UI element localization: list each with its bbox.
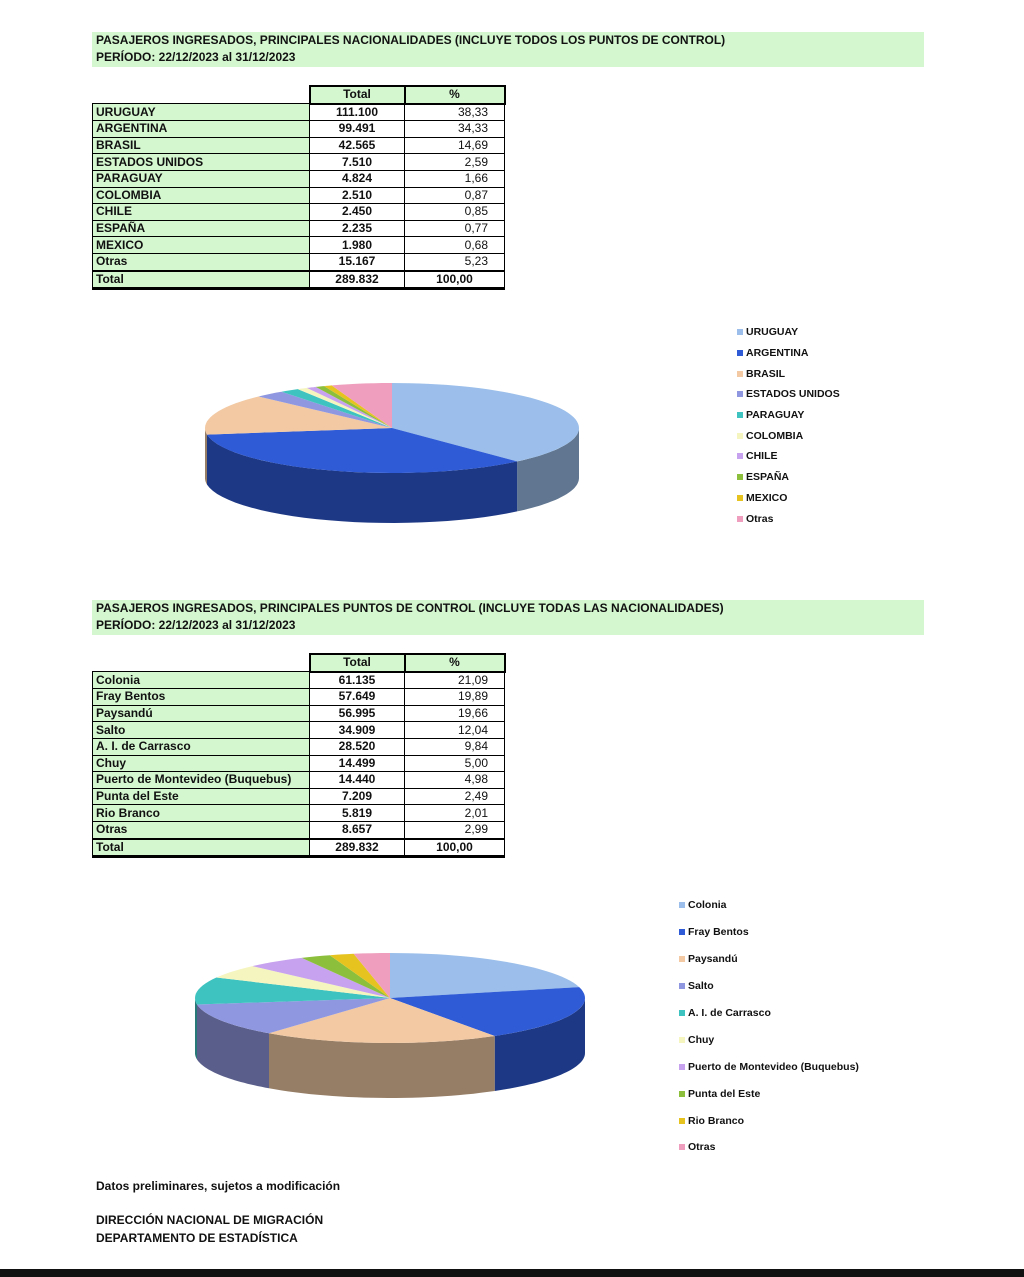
legend-swatch xyxy=(737,329,743,335)
row-label: Punta del Este xyxy=(93,788,310,805)
row-total: 5.819 xyxy=(310,805,405,822)
row-total: 1.980 xyxy=(310,237,405,254)
legend-item xyxy=(737,363,840,384)
legend-label: Rio Branco xyxy=(688,1114,745,1127)
legend-swatch xyxy=(679,1037,685,1043)
legend-item xyxy=(679,973,859,1000)
legend-label: Salto xyxy=(688,980,714,993)
row-percent: 5,00 xyxy=(405,755,505,772)
row-total: 7.209 xyxy=(310,788,405,805)
legend-item xyxy=(679,1053,859,1080)
pie-slice-side xyxy=(195,998,197,1060)
table-row xyxy=(93,104,505,121)
row-percent: 100,00 xyxy=(405,271,505,289)
row-label: ESTADOS UNIDOS xyxy=(93,154,310,171)
control-points-table xyxy=(92,653,506,858)
legend-label: URUGUAY xyxy=(746,326,799,339)
row-total: 57.649 xyxy=(310,689,405,706)
legend-swatch xyxy=(679,1010,685,1016)
table-row xyxy=(93,722,505,739)
table-row xyxy=(93,705,505,722)
row-label: PARAGUAY xyxy=(93,170,310,187)
section-2-title: PASAJEROS INGRESADOS, PRINCIPALES PUNTOS DE CONTROL (INCLUYE TODAS LAS NACIONALIDADES) xyxy=(96,601,724,615)
legend-item xyxy=(737,405,840,426)
legend-item xyxy=(679,1000,859,1027)
legend-label: PARAGUAY xyxy=(746,409,805,422)
legend-item xyxy=(737,384,840,405)
legend-label: CHILE xyxy=(746,450,778,463)
section-1-title: PASAJEROS INGRESADOS, PRINCIPALES NACIONALIDADES (INCLUYE TODOS LOS PUNTOS DE CONTROL) xyxy=(96,33,726,47)
legend-swatch xyxy=(737,453,743,459)
legend-label: A. I. de Carrasco xyxy=(688,1007,771,1019)
legend-item xyxy=(679,919,859,946)
organization-name: DIRECCIÓN NACIONAL DE MIGRACIÓN xyxy=(96,1213,324,1227)
row-label: URUGUAY xyxy=(93,104,310,121)
control-points-pie-chart xyxy=(180,940,600,1110)
row-total: 8.657 xyxy=(310,821,405,838)
legend-swatch xyxy=(737,516,743,522)
row-label: Fray Bentos xyxy=(93,689,310,706)
section-1-period: PERÍODO: 22/12/2023 al 31/12/2023 xyxy=(96,50,296,64)
table-row xyxy=(93,772,505,789)
row-label: ARGENTINA xyxy=(93,121,310,138)
legend-item xyxy=(737,446,840,467)
row-percent: 1,66 xyxy=(405,170,505,187)
section-1-header xyxy=(92,32,924,67)
legend-label: Otras xyxy=(746,512,774,525)
row-percent: 34,33 xyxy=(405,121,505,138)
row-total: 4.824 xyxy=(310,170,405,187)
table-corner xyxy=(93,654,310,672)
row-total: 2.235 xyxy=(310,220,405,237)
row-total: 111.100 xyxy=(310,104,405,121)
row-total: 34.909 xyxy=(310,722,405,739)
row-percent: 12,04 xyxy=(405,722,505,739)
legend-swatch xyxy=(679,1064,685,1070)
legend-swatch xyxy=(737,433,743,439)
table-row xyxy=(93,121,505,138)
table-row xyxy=(93,821,505,838)
table-row xyxy=(93,187,505,204)
legend-swatch xyxy=(679,1144,685,1150)
legend-item xyxy=(737,322,840,343)
row-label: Total xyxy=(93,839,310,857)
legend-swatch xyxy=(737,350,743,356)
row-total: 14.440 xyxy=(310,772,405,789)
legend-item xyxy=(679,1080,859,1107)
row-total: 42.565 xyxy=(310,137,405,154)
legend-label: BRASIL xyxy=(746,367,786,380)
preliminary-note: Datos preliminares, sujetos a modificación xyxy=(96,1179,341,1193)
legend-swatch xyxy=(737,495,743,501)
row-label: Puerto de Montevideo (Buquebus) xyxy=(93,772,310,789)
row-label: Colonia xyxy=(93,672,310,689)
row-total: 289.832 xyxy=(310,839,405,857)
table-row xyxy=(93,220,505,237)
nationalities-table xyxy=(92,85,506,290)
table-total-row xyxy=(93,839,505,857)
row-percent: 0,68 xyxy=(405,237,505,254)
row-percent: 0,77 xyxy=(405,220,505,237)
table-row xyxy=(93,204,505,221)
table-row xyxy=(93,788,505,805)
row-percent: 2,59 xyxy=(405,154,505,171)
row-total: 289.832 xyxy=(310,271,405,289)
row-percent: 2,99 xyxy=(405,821,505,838)
bottom-border xyxy=(0,1269,1024,1277)
legend-swatch xyxy=(737,412,743,418)
row-label: Total xyxy=(93,271,310,289)
legend-label: Paysandú xyxy=(688,953,738,966)
legend-label: Chuy xyxy=(688,1033,715,1046)
nationalities-legend xyxy=(737,322,840,529)
legend-item xyxy=(737,488,840,509)
legend-item xyxy=(737,508,840,529)
row-percent: 5,23 xyxy=(405,253,505,270)
nationalities-pie-chart xyxy=(190,370,590,540)
row-percent: 19,89 xyxy=(405,689,505,706)
legend-item xyxy=(679,1026,859,1053)
department-name: DEPARTAMENTO DE ESTADÍSTICA xyxy=(96,1231,298,1245)
table-row xyxy=(93,689,505,706)
table-row xyxy=(93,170,505,187)
row-label: COLOMBIA xyxy=(93,187,310,204)
section-2-period: PERÍODO: 22/12/2023 al 31/12/2023 xyxy=(96,618,296,632)
row-total: 28.520 xyxy=(310,738,405,755)
legend-item xyxy=(679,946,859,973)
column-header-total: Total xyxy=(310,86,405,104)
column-header-total: Total xyxy=(310,654,405,672)
pie-slice-side xyxy=(205,428,207,485)
row-percent: 100,00 xyxy=(405,839,505,857)
legend-label: Colonia xyxy=(688,899,727,912)
row-total: 14.499 xyxy=(310,755,405,772)
table-row xyxy=(93,738,505,755)
legend-label: ESPAÑA xyxy=(746,471,789,484)
row-percent: 14,69 xyxy=(405,137,505,154)
section-2-header xyxy=(92,600,924,635)
row-label: Salto xyxy=(93,722,310,739)
row-label: A. I. de Carrasco xyxy=(93,738,310,755)
row-percent: 2,01 xyxy=(405,805,505,822)
legend-swatch xyxy=(679,929,685,935)
row-total: 7.510 xyxy=(310,154,405,171)
legend-swatch xyxy=(737,391,743,397)
table-row xyxy=(93,672,505,689)
legend-item xyxy=(679,1107,859,1134)
legend-swatch xyxy=(737,474,743,480)
legend-swatch xyxy=(679,1118,685,1124)
control-points-legend xyxy=(679,892,859,1161)
row-label: BRASIL xyxy=(93,137,310,154)
table-header-row xyxy=(93,86,505,104)
row-percent: 4,98 xyxy=(405,772,505,789)
row-percent: 38,33 xyxy=(405,104,505,121)
pie-slice-side xyxy=(269,1033,495,1098)
legend-label: Puerto de Montevideo (Buquebus) xyxy=(688,1060,859,1073)
legend-label: Otras xyxy=(688,1141,716,1154)
table-row xyxy=(93,137,505,154)
column-header-percent: % xyxy=(405,654,505,672)
legend-item xyxy=(737,467,840,488)
legend-swatch xyxy=(679,956,685,962)
legend-swatch xyxy=(737,371,743,377)
legend-label: MEXICO xyxy=(746,491,788,504)
legend-label: Punta del Este xyxy=(688,1087,761,1100)
table-row xyxy=(93,805,505,822)
row-percent: 2,49 xyxy=(405,788,505,805)
row-label: CHILE xyxy=(93,204,310,221)
legend-item xyxy=(679,1134,859,1161)
row-total: 61.135 xyxy=(310,672,405,689)
legend-swatch xyxy=(679,983,685,989)
row-label: Chuy xyxy=(93,755,310,772)
row-label: Otras xyxy=(93,821,310,838)
column-header-percent: % xyxy=(405,86,505,104)
row-total: 2.450 xyxy=(310,204,405,221)
row-total: 56.995 xyxy=(310,705,405,722)
row-label: ESPAÑA xyxy=(93,220,310,237)
row-total: 99.491 xyxy=(310,121,405,138)
row-percent: 9,84 xyxy=(405,738,505,755)
legend-item xyxy=(737,425,840,446)
table-header-row xyxy=(93,654,505,672)
table-corner xyxy=(93,86,310,104)
row-percent: 21,09 xyxy=(405,672,505,689)
legend-swatch xyxy=(679,1091,685,1097)
row-label: MEXICO xyxy=(93,237,310,254)
legend-label: Fray Bentos xyxy=(688,926,749,939)
table-total-row xyxy=(93,271,505,289)
row-total: 2.510 xyxy=(310,187,405,204)
table-row xyxy=(93,154,505,171)
row-label: Otras xyxy=(93,253,310,270)
row-percent: 0,85 xyxy=(405,204,505,221)
row-label: Rio Branco xyxy=(93,805,310,822)
table-row xyxy=(93,253,505,270)
legend-item xyxy=(679,892,859,919)
legend-label: ARGENTINA xyxy=(746,347,809,360)
table-row xyxy=(93,755,505,772)
legend-item xyxy=(737,343,840,364)
row-percent: 0,87 xyxy=(405,187,505,204)
legend-label: ESTADOS UNIDOS xyxy=(746,388,840,401)
row-label: Paysandú xyxy=(93,705,310,722)
legend-label: COLOMBIA xyxy=(746,429,804,442)
legend-swatch xyxy=(679,902,685,908)
row-total: 15.167 xyxy=(310,253,405,270)
row-percent: 19,66 xyxy=(405,705,505,722)
table-row xyxy=(93,237,505,254)
